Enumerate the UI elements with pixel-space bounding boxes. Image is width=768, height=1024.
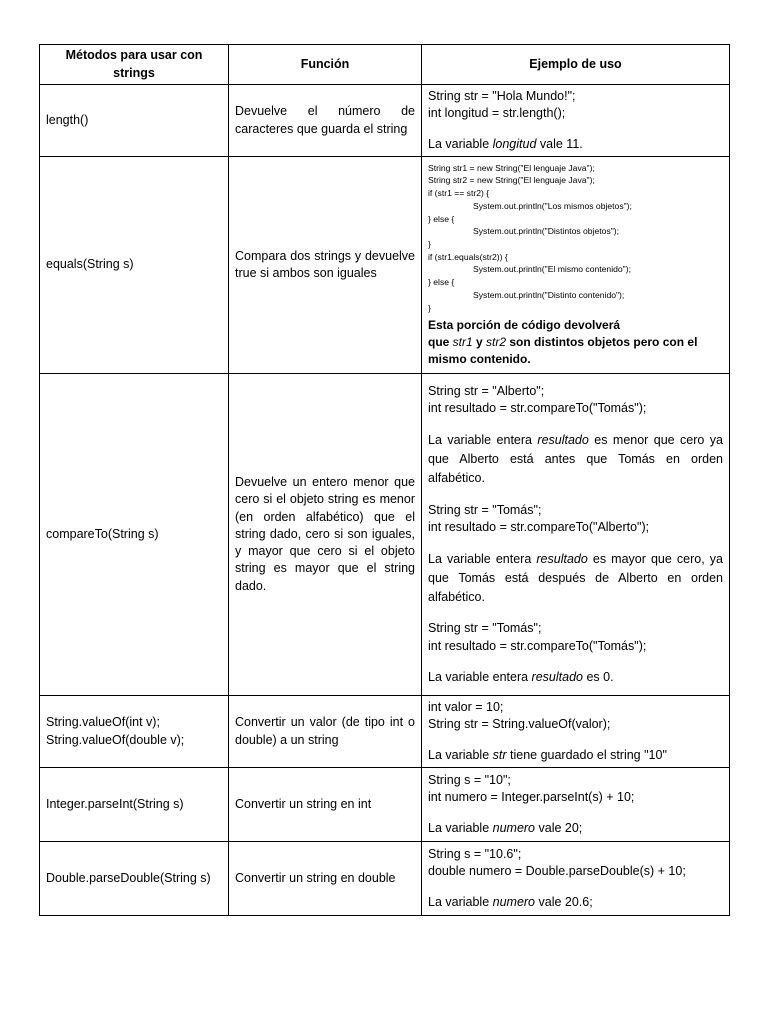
code-line: String s = "10.6"; <box>428 846 522 861</box>
method-name: Double.parseDouble(String s) <box>40 842 229 916</box>
example-note: La variable str tiene guardado el string "10" <box>428 748 667 763</box>
table-header-row <box>40 45 730 85</box>
code-line: } <box>428 238 431 249</box>
method-name: Integer.parseInt(String s) <box>40 768 229 842</box>
method-description: Convertir un valor (de tipo int o double) a un string <box>229 696 422 768</box>
table-row <box>40 842 730 916</box>
code-block <box>428 162 723 315</box>
code-line: String str2 = new String("El lenguaje Java"); <box>428 175 595 186</box>
method-description: Devuelve un entero menor que cero si el objeto string es menor (en orden alfabético) que el string dado, cero si son iguales, y mayor que cero si el objeto string es mayor que el string dado. <box>229 374 422 696</box>
code-line: if (str1.equals(str2)) { <box>428 251 508 262</box>
method-description: Devuelve el número de caracteres que guarda el string <box>229 85 422 157</box>
code-line: System.out.println("Distintos objetos"); <box>473 226 620 237</box>
code-line: String str = "Alberto"; <box>428 383 545 398</box>
code-line: } else { <box>428 213 455 224</box>
usage-example <box>422 157 730 374</box>
code-line: String str = "Tomás"; <box>428 502 542 517</box>
example-note: Esta porción de código devolverá que str1 y str2 son distintos objetos pero con el mismo contenido. <box>428 318 698 367</box>
code-line: System.out.println("Los mismos objetos"); <box>473 200 632 211</box>
method-description: Convertir un string en int <box>229 768 422 842</box>
usage-example <box>422 85 730 157</box>
method-name: length() <box>40 85 229 157</box>
table-row <box>40 696 730 768</box>
example-note: La variable entera resultado es 0. <box>428 669 614 684</box>
code-line: String str = String.valueOf(valor); <box>428 716 611 731</box>
code-line: } else { <box>428 277 455 288</box>
code-line: String s = "10"; <box>428 772 511 787</box>
method-name: String.valueOf(int v); String.valueOf(double v); <box>40 696 229 768</box>
example-note: La variable numero vale 20.6; <box>428 895 593 910</box>
code-line: int resultado = str.compareTo("Alberto"); <box>428 519 650 534</box>
method-name: compareTo(String s) <box>40 374 229 696</box>
method-description: Compara dos strings y devuelve true si ambos son iguales <box>229 157 422 374</box>
code-line: double numero = Double.parseDouble(s) + 10; <box>428 863 686 878</box>
code-line: int resultado = str.compareTo("Tomás"); <box>428 638 647 653</box>
method-description: Convertir un string en double <box>229 842 422 916</box>
code-line: String str = "Tomás"; <box>428 621 542 636</box>
code-line: int longitud = str.length(); <box>428 105 566 120</box>
code-line: } <box>428 302 431 313</box>
string-methods-table <box>39 44 730 916</box>
example-note: La variable numero vale 20; <box>428 821 583 836</box>
example-note: La variable entera resultado es mayor que cero, ya que Tomás está después de Alberto en orden alfabético. <box>428 552 723 604</box>
table-row <box>40 374 730 696</box>
usage-example <box>422 842 730 916</box>
header-method: Métodos para usar con strings <box>40 45 229 85</box>
code-line: String str1 = new String("El lenguaje Java"); <box>428 162 595 173</box>
code-line: System.out.println("El mismo contenido"); <box>473 264 631 275</box>
usage-example <box>422 768 730 842</box>
code-line: String str = "Hola Mundo!"; <box>428 88 576 103</box>
table-row <box>40 85 730 157</box>
code-line: int numero = Integer.parseInt(s) + 10; <box>428 789 635 804</box>
usage-example <box>422 374 730 696</box>
method-name: equals(String s) <box>40 157 229 374</box>
example-note: La variable entera resultado es menor que cero ya que Alberto está antes que Tomás en orden alfabético. <box>428 433 723 485</box>
code-line: int valor = 10; <box>428 699 504 714</box>
header-function: Función <box>229 45 422 85</box>
code-line: int resultado = str.compareTo("Tomás"); <box>428 401 647 416</box>
usage-example <box>422 696 730 768</box>
code-line: if (str1 == str2) { <box>428 188 490 199</box>
code-line: System.out.println("Distinto contenido"); <box>473 289 625 300</box>
example-note: La variable longitud vale 11. <box>428 137 583 152</box>
table-row <box>40 157 730 374</box>
table-row <box>40 768 730 842</box>
header-example: Ejemplo de uso <box>422 45 730 85</box>
